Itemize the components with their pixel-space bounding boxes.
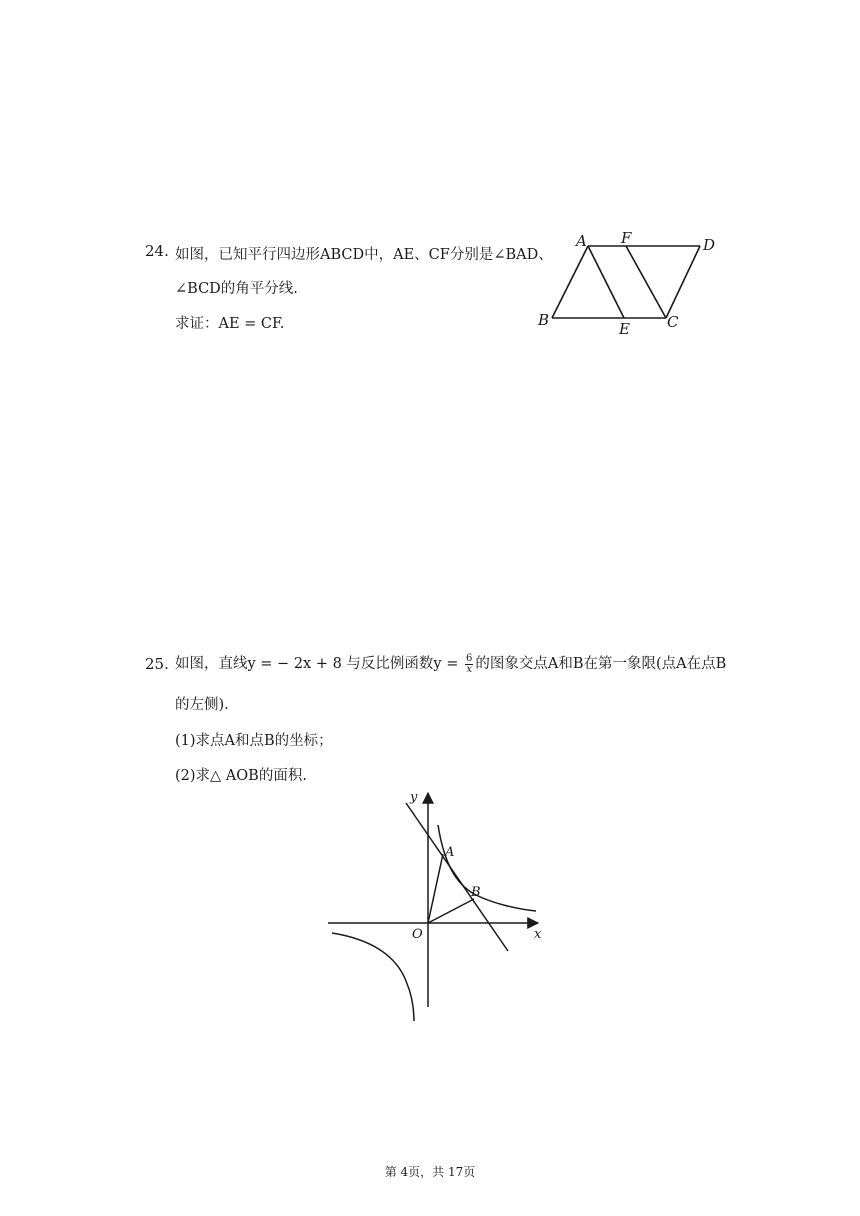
segment-DC (666, 246, 700, 318)
label-B: B (538, 311, 550, 329)
segment-FC (626, 246, 666, 318)
label-point-A: A (445, 845, 455, 860)
label-point-B: B (471, 885, 481, 900)
q25-text-line4: (2)求△ AOB的面积. (175, 768, 307, 784)
label-E: E (619, 320, 630, 338)
segment-AE (588, 246, 624, 318)
q25-text-line1-part2: 的图象交点A和B在第一象限(点A在点B (475, 656, 727, 672)
q24-text-line3: 求证：AE = CF. (175, 316, 285, 332)
q25-text-line1-part1: 如图，直线y = − 2x + 8 与反比例函数y = (175, 656, 463, 672)
label-D: D (703, 236, 716, 254)
q25-text-line3: (1)求点A和点B的坐标； (175, 733, 333, 749)
segment-BA (552, 246, 588, 318)
coordinate-figure (310, 785, 560, 1030)
segment-OB (428, 899, 474, 923)
q24-number: 24. (145, 242, 169, 260)
hyperbola-branch-q1 (438, 825, 536, 911)
fraction-denominator: x (466, 663, 472, 675)
label-F: F (621, 229, 632, 247)
page-footer: 第 4页，共 17页 (384, 1165, 476, 1179)
label-O: O (412, 927, 423, 942)
fraction-numerator: 6 (465, 652, 473, 664)
label-A: A (576, 232, 587, 250)
label-y: y (410, 790, 418, 805)
parallelogram-figure (530, 226, 730, 341)
q25-text-line1 (175, 652, 726, 675)
hyperbola-branch-q3 (332, 933, 414, 1021)
fraction-6-over-x (465, 654, 473, 675)
label-C: C (667, 313, 679, 331)
q24-text-line2: ∠BCD的角平分线. (175, 281, 298, 297)
q25-number: 25. (145, 655, 169, 673)
segment-OA (428, 854, 443, 923)
q24-text-line1: 如图，已知平行四边形ABCD中，AE、CF分别是∠BAD、 (175, 247, 553, 263)
q25-text-line2: 的左侧). (175, 697, 229, 713)
label-x: x (534, 927, 542, 942)
